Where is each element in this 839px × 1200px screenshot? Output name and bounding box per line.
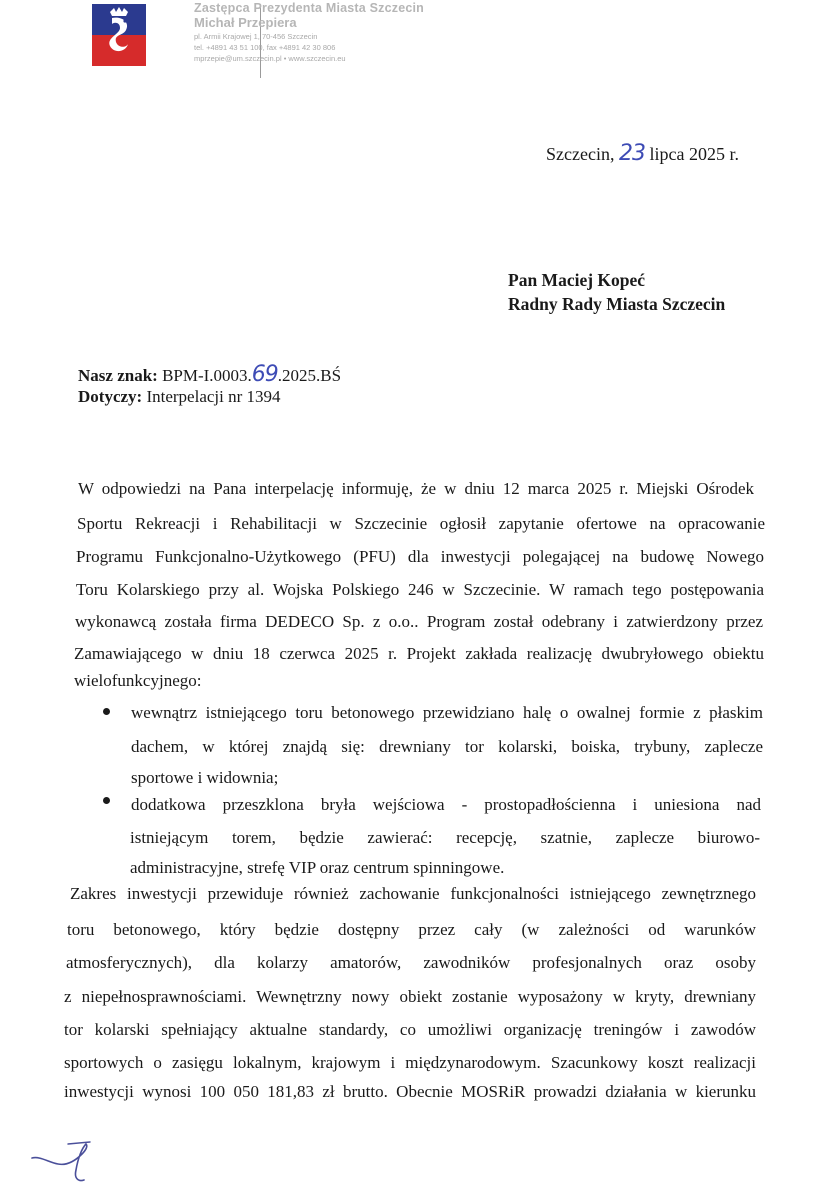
body-line: Toru Kolarskiego przy al. Wojska Polskiego 246 w Szczecinie. W ramach tego postępowania (76, 580, 764, 599)
our-sign-label: Nasz znak: (78, 366, 158, 385)
subject-label: Dotyczy: (78, 387, 143, 406)
place-date (546, 141, 739, 166)
body-line: atmosferycznych), dla kolarzy amatorów, zawodników profesjonalnych oraz osoby (66, 953, 756, 972)
body-line: sportowych o zasięgu lokalnym, krajowym i międzynarodowym. Szacunkowy koszt realizacji (64, 1053, 756, 1072)
body-line: toru betonowego, który będzie dostępny przez cały (w zależności od warunków (67, 920, 756, 939)
bullet-line: wewnątrz istniejącego toru betonowego przewidziano halę o owalnej formie z płaskim (131, 703, 763, 722)
szczecin-griffin-logo-icon (92, 4, 146, 66)
subject-value: Interpelacji nr 1394 (146, 387, 281, 406)
bullet-dot (103, 708, 110, 715)
date-day-handwritten: 23 (618, 141, 645, 166)
recipient-block (508, 268, 725, 316)
recipient-name: Pan Maciej Kopeć (508, 270, 646, 290)
body-line: Programu Funkcjonalno-Użytkowego (PFU) dla inwestycji polegającej na budowę Nowego (76, 547, 764, 566)
recipient-title: Radny Rady Miasta Szczecin (508, 294, 726, 314)
body-line: Zamawiającego w dniu 18 czerwca 2025 r. Projekt zakłada realizację dwubryłowego obiektu (74, 644, 764, 663)
letterhead-text (194, 2, 424, 64)
our-sign-prefix: BPM-I.0003. (162, 366, 252, 385)
our-sign-line (78, 364, 341, 386)
letterhead-contact: mprzepie@um.szczecin.pl • www.szczecin.eu (194, 54, 346, 63)
bullet-dot (103, 797, 110, 804)
our-sign-suffix: .2025.BŚ (277, 366, 342, 385)
bullet-line: dachem, w której znajdą się: drewniany tor kolarski, boiska, trybuny, zaplecze (131, 737, 763, 756)
body-line: W odpowiedzi na Pana interpelację informuję, że w dniu 12 marca 2025 r. Miejski Ośrodek (78, 479, 754, 498)
body-line: z niepełnosprawnościami. Wewnętrzny nowy obiekt zostanie wyposażony w kryty, drewniany (64, 987, 756, 1006)
date-rest: lipca 2025 r. (649, 144, 739, 164)
body-line: wykonawcą została firma DEDECO Sp. z o.o.. Program został odebrany i zatwierdzony przez (75, 612, 763, 631)
body-line: Sportu Rekreacji i Rehabilitacji w Szczecinie ogłosił zapytanie ofertowe na opracowanie (77, 514, 765, 533)
bullet-line: istniejącym torem, będzie zawierać: recepcję, szatnie, zaplecze biurowo- (130, 828, 760, 847)
body-line: inwestycji wynosi 100 050 181,83 zł brutto. Obecnie MOSRiR prowadzi działania w kierunku (64, 1082, 756, 1101)
letterhead (92, 2, 512, 82)
subject-line (78, 386, 341, 407)
body-line: Zakres inwestycji przewiduje również zachowanie funkcjonalności istniejącego zewnętrznego (70, 884, 756, 903)
body-line: tor kolarski spełniający aktualne standardy, co umożliwi organizację treningów i zawodów (64, 1020, 756, 1039)
letterhead-phone: tel. +4891 43 51 100, fax +4891 42 30 806 (194, 43, 336, 52)
our-sign-number-handwritten: 69 (251, 362, 278, 387)
handwritten-paraph-icon (28, 1136, 108, 1184)
body-line: wielofunkcyjnego: (74, 671, 202, 690)
letterhead-role: Zastępca Prezydenta Miasta Szczecin (194, 1, 425, 15)
reference-block (78, 364, 341, 407)
letterhead-address: pl. Armii Krajowej 1, 70-456 Szczecin (194, 32, 318, 41)
bullet-line: sportowe i widownia; (131, 768, 279, 787)
letterhead-name: Michał Przepiera (194, 15, 297, 30)
bullet-line: dodatkowa przeszklona bryła wejściowa - prostopadłościenna i uniesiona nad (131, 795, 761, 814)
date-prefix: Szczecin, (546, 144, 615, 164)
bullet-line: administracyjne, strefę VIP oraz centrum spinningowe. (130, 858, 505, 877)
